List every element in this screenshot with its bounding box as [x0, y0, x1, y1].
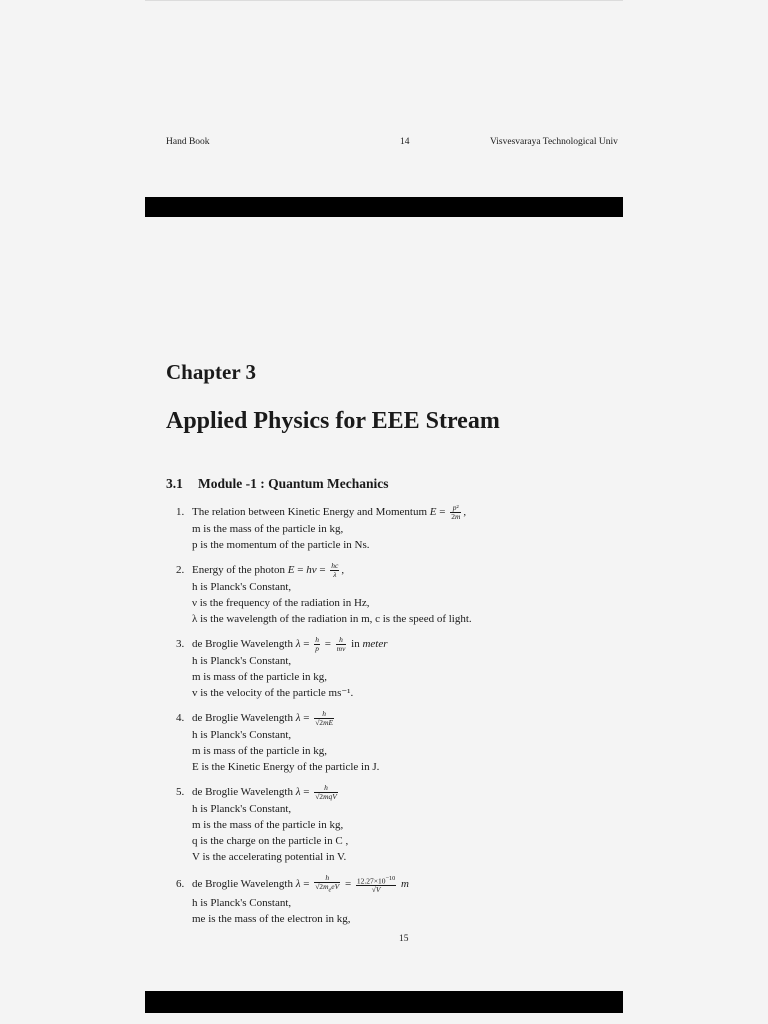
list-item: 4. de Broglie Wavelength λ = $\frac{h}{√2mE}$ h is Planck's Constant, m is mass of the particle in kg, E is the Kinetic Energy of the particle in J. [176, 710, 616, 775]
list-item: 5. de Broglie Wavelength λ = $\frac{h}{\text{√2mqV}}$ h is Planck's Constant, m is the mass of the particle in kg, q is the charge on the particle in C , V is the accelerating potential in V. [176, 784, 616, 865]
page-divider-bar [145, 197, 623, 217]
item-detail: m is mass of the particle in kg, [192, 671, 328, 683]
item-detail: me is the mass of the electron in kg, [192, 912, 351, 925]
item-formula: λ = $\frac{h}{\text{√2mqV}}$ [295, 783, 337, 801]
item-formula: λ = $\frac{h}{√2mE}$ [295, 709, 334, 727]
item-detail: E is the Kinetic Energy of the particle in J. [192, 761, 380, 773]
item-formula: λ = $\frac{h}{p}$ = $\frac{h}{mv}$ in meter [295, 635, 388, 653]
header-page-number: 14 [400, 137, 410, 147]
list-item: 2. Energy of the photon E = hν = $\frac{hc}{\lambda}$ , h is Planck's Constant, ν is the frequency of the radiation in Hz, λ is the wavelength of the radiation in m, c is the speed of light. [176, 562, 616, 627]
list-item: 3. de Broglie Wavelength λ = $\frac{h}{p}$ = $\frac{h}{mv}$ in meter h is Planck's Constant, m is mass of the particle in kg, v is the velocity of the particle ms⁻¹. [176, 636, 616, 701]
section-number: 3.1 [166, 476, 183, 491]
item-lead: de Broglie Wavelength [192, 638, 293, 651]
formula-list [176, 504, 616, 936]
item-detail: V is the accelerating potential in V. [192, 851, 347, 863]
section-title: Module -1 : Quantum Mechanics [198, 476, 389, 491]
top-edge-line [145, 0, 623, 1]
list-item: 1. The relation between Kinetic Energy and Momentum E = $\frac{\text{p²}}{2m}$ , m is the mass of the particle in kg, p is the momentum of the particle in Ns. [176, 504, 616, 553]
item-detail: h is Planck's Constant, [192, 896, 292, 909]
page-divider-bar-bottom [145, 991, 623, 1013]
item-detail: h is Planck's Constant, [192, 581, 292, 593]
item-detail: v is the velocity of the particle ms⁻¹. [192, 687, 354, 699]
chapter-title: Applied Physics for EEE Stream [166, 408, 500, 434]
item-formula: λ = $\frac{h}{√2m_eeV}$ = $\frac{12.27\times 10^{-10}}{√V}$ m [295, 873, 409, 894]
item-lead: The relation between Kinetic Energy and Momentum [192, 506, 428, 519]
item-formula: E = $\frac{\text{p²}}{2m}$ , [429, 503, 467, 521]
item-lead: de Broglie Wavelength [192, 786, 293, 799]
item-detail: λ is the wavelength of the radiation in m, c is the speed of light. [192, 613, 472, 625]
list-item: 6. de Broglie Wavelength λ = $\frac{h}{√2m_eeV}$ = $\frac{12.27\times 10^{-10}}{√V}$ m h is Planck's Constant, me is the mass of the electron in kg, [176, 874, 616, 927]
header-left: Hand Book [166, 137, 210, 147]
item-formula: E = hν = $\frac{hc}{\lambda}$ , [287, 561, 345, 579]
item-detail: ν is the frequency of the radiation in Hz, [192, 597, 370, 609]
item-detail: h is Planck's Constant, [192, 729, 292, 741]
chapter-label: Chapter 3 [166, 360, 257, 384]
item-detail: q is the charge on the particle in C , [192, 835, 349, 847]
item-lead: de Broglie Wavelength [192, 877, 293, 890]
item-detail: m is mass of the particle in kg, [192, 745, 328, 757]
header-right: Visvesvaraya Technological Univ [490, 137, 618, 147]
item-lead: de Broglie Wavelength [192, 712, 293, 725]
item-detail: m is the mass of the particle in kg, [192, 523, 344, 535]
item-detail: m is the mass of the particle in kg, [192, 819, 344, 831]
item-detail: h is Planck's Constant, [192, 803, 292, 815]
section-heading [166, 476, 389, 492]
item-lead: Energy of the photon [192, 564, 285, 577]
page-number: 15 [399, 934, 409, 944]
item-detail: h is Planck's Constant, [192, 655, 292, 667]
previous-page-header [166, 137, 638, 153]
item-detail: p is the momentum of the particle in Ns. [192, 539, 370, 551]
